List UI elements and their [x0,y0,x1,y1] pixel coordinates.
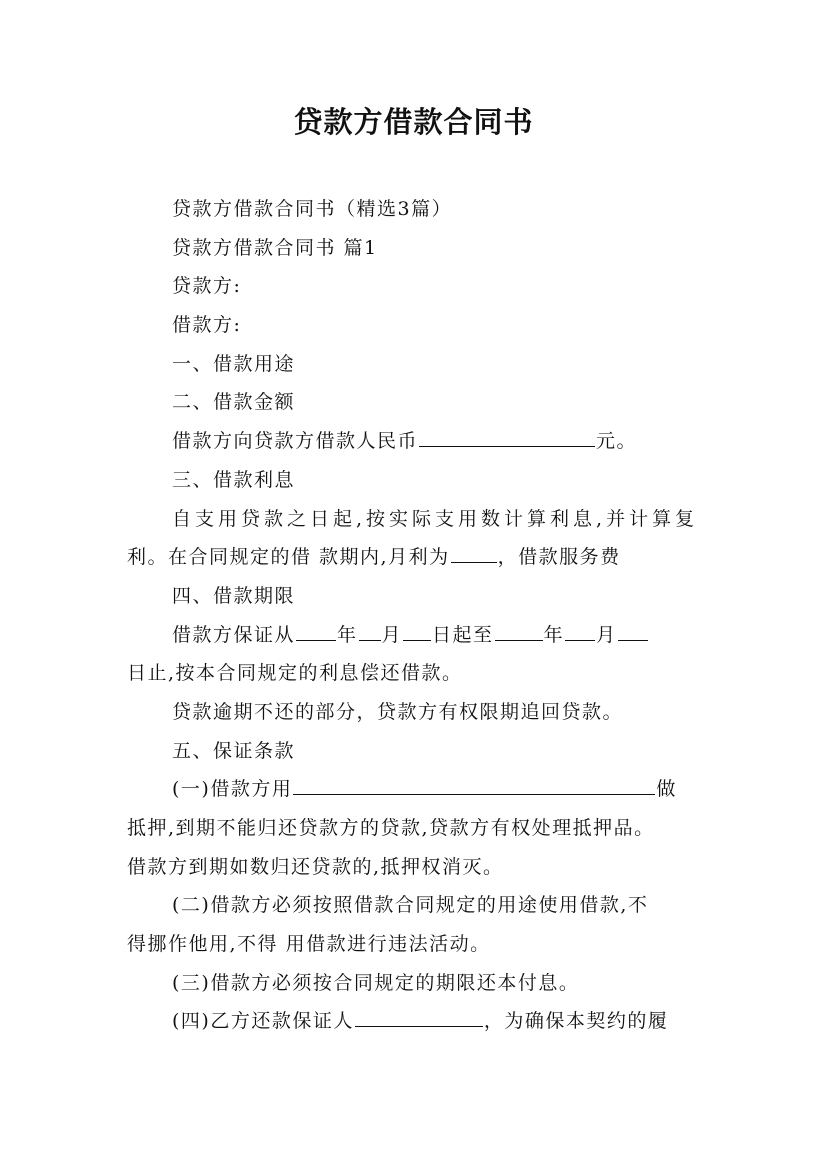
loan-amount-text: 借款方向贷款方借款人民币 [172,430,419,453]
paragraph-interest-line1: 自支用贷款之日起,按实际支用数计算利息,并计算复 [172,507,699,530]
paragraph-lender: 贷款方: [172,275,242,298]
paragraph-collateral-line1 [127,770,715,809]
document-body [127,190,715,1041]
month-label: 月 [381,623,403,646]
month-label-2: 月 [596,623,617,646]
end-month-blank [565,624,595,641]
guarantor-blank [355,1010,483,1027]
heading-loan-interest: 三、借款利息 [172,468,296,491]
start-day-blank [403,624,431,641]
collateral-text: (一)借款方用 [172,778,293,801]
paragraph-loan-amount [127,422,715,461]
end-day-blank [618,624,648,641]
paragraph-overdue: 贷款逾期不还的部分，贷款方有权限期追回贷款。 [172,700,624,723]
paragraph-term-line2: 日止,按本合同规定的利息偿还借款。 [127,662,463,685]
collateral-blank [293,778,655,795]
paragraph-guarantor [127,1002,715,1041]
document-title: 贷款方借款合同书 [293,105,534,139]
paragraph-interest-line2 [127,538,715,577]
paragraph-collateral-line2: 抵押,到期不能归还贷款方的贷款,贷款方有权处理抵押品。 [127,817,655,839]
paragraph-repayment: (三)借款方必须按合同规定的期限还本付息。 [172,971,580,994]
start-year-blank [296,624,336,641]
end-year-blank [495,624,543,641]
collateral-suffix: 做 [656,778,677,801]
heading-loan-purpose: 一、借款用途 [172,352,296,375]
loan-amount-blank [419,430,595,447]
heading-loan-term: 四、借款期限 [172,584,296,607]
paragraph-section-heading: 贷款方借款合同书 篇1 [172,236,378,259]
term-text: 借款方保证从 [172,623,296,646]
day-until-label: 日起至 [432,623,494,646]
paragraph-usage-line2: 得挪作他用,不得 用借款进行违法活动。 [127,933,491,956]
heading-guarantee: 五、保证条款 [172,739,296,762]
paragraph-borrower: 借款方: [172,314,242,337]
guarantor-suffix: ，为确保本契约的履 [483,1010,669,1033]
paragraph-collateral-line3: 借款方到期如数归还贷款的,抵押权消灭。 [127,855,504,878]
interest-text: 利。在合同规定的借 款期内,月利为 [127,546,450,569]
heading-loan-amount: 二、借款金额 [172,391,296,414]
year-label-2: 年 [543,623,565,646]
paragraph-term-line1 [127,616,715,655]
monthly-rate-blank [451,546,497,563]
paragraph-usage-line1: (二)借款方必须按照借款合同规定的用途使用借款,不 [172,894,649,917]
paragraph-subtitle: 贷款方借款合同书（精选3篇） [172,198,453,220]
start-month-blank [359,624,381,641]
loan-amount-unit: 元。 [596,430,638,453]
year-label: 年 [337,623,358,646]
guarantor-text: (四)乙方还款保证人 [172,1010,354,1033]
service-fee-text: ，借款服务费 [497,546,621,569]
